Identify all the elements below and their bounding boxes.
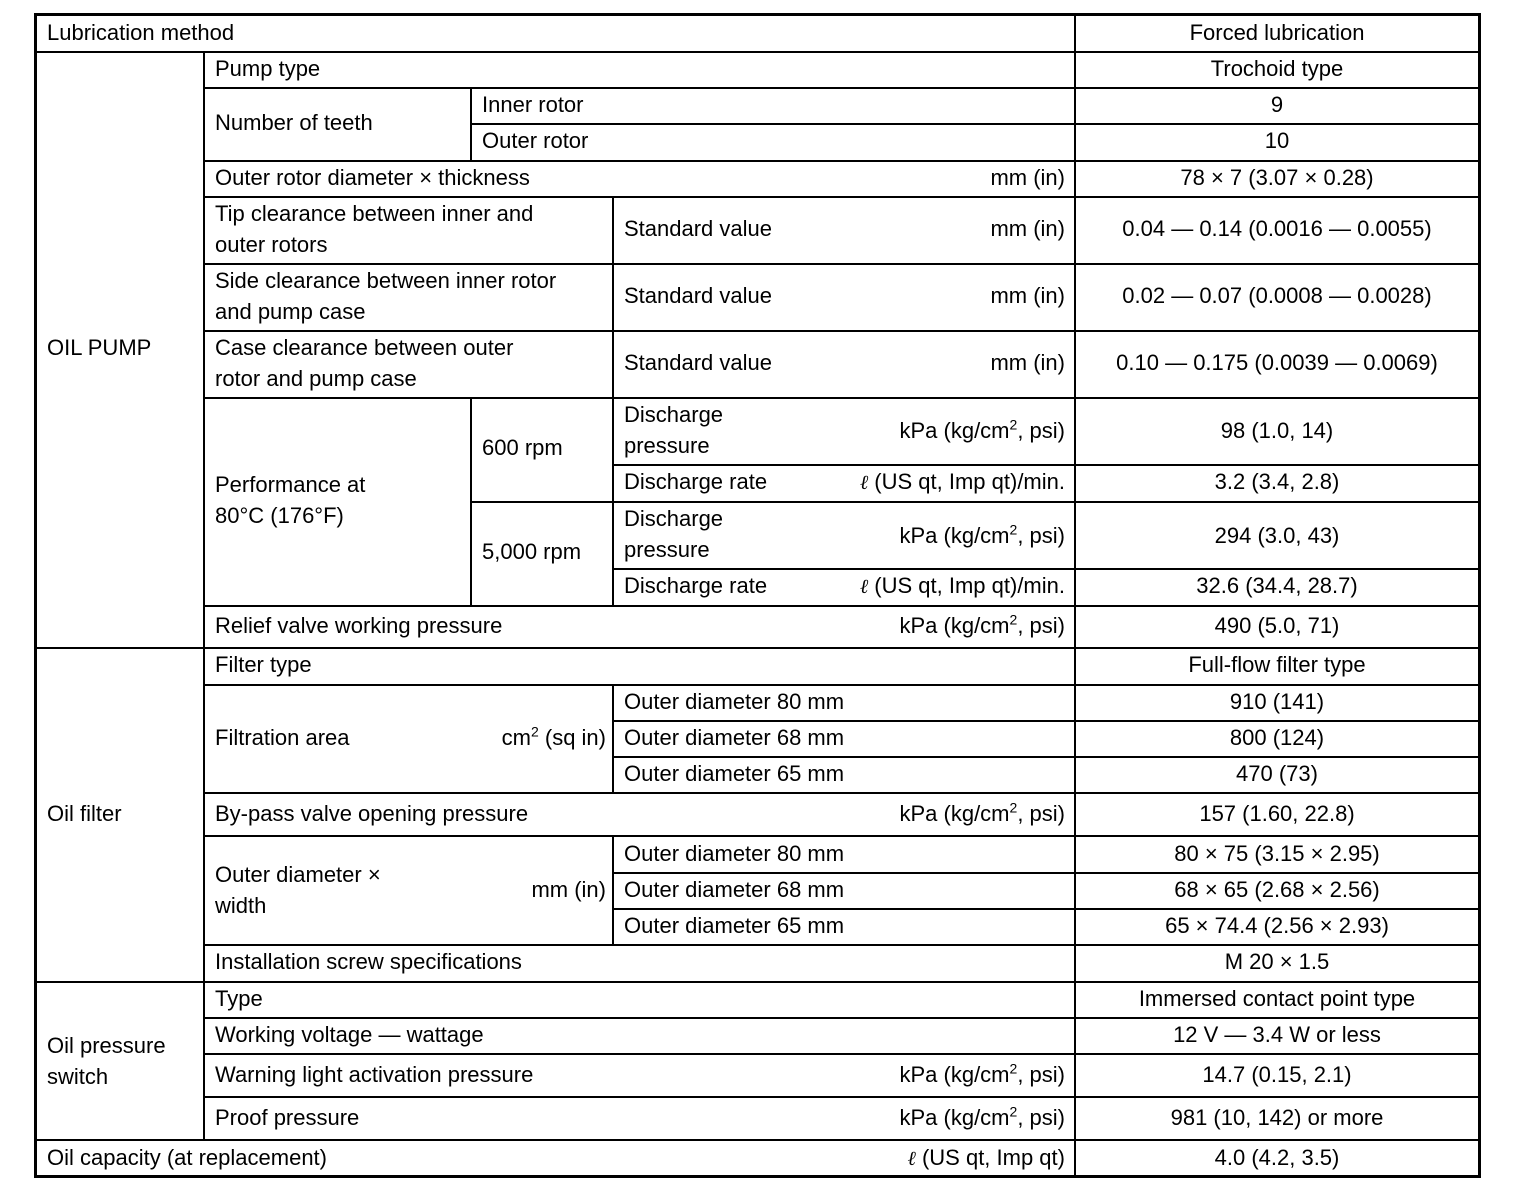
standard-value-label: Standard value [624, 216, 772, 241]
oil-pressure-switch-label: Oil pressure switch [47, 1033, 166, 1089]
discharge-rate-600-value: 3.2 (3.4, 2.8) [1214, 469, 1340, 494]
dimension-row-value: 68 × 65 (2.68 × 2.56) [1174, 877, 1380, 902]
standard-value-label: Standard value [624, 283, 772, 308]
standard-value-label: Standard value [624, 350, 772, 375]
inner-rotor-value: 9 [1270, 92, 1284, 117]
warning-light-value: 14.7 (0.15, 2.1) [1202, 1062, 1352, 1087]
side-clearance-label: Side clearance between inner rotor and pump case [215, 268, 557, 324]
liter-icon: ℓ [859, 470, 869, 494]
unit-label: mm (in) [990, 283, 1065, 308]
relief-valve-label: Relief valve working pressure [215, 613, 503, 638]
discharge-pressure-label: Discharge pressure [624, 506, 724, 562]
screw-spec-value: M 20 × 1.5 [1224, 949, 1330, 974]
pressure-unit-label: kPa ($kg/cm^2$, psi) [899, 521, 1065, 548]
inner-rotor-label: Inner rotor [482, 92, 584, 117]
oil-filter-label: Oil filter [47, 801, 122, 826]
case-clearance-label: Case clearance between outer rotor and pump case [215, 335, 514, 391]
rule [205, 1053, 1478, 1055]
switch-type-value: Immersed contact point type [1138, 986, 1416, 1011]
unit-label: mm (in) [990, 216, 1065, 241]
unit-label: mm (in) [990, 350, 1065, 375]
performance-label: Performance at 80°C (176°F) [215, 472, 366, 528]
outer-diameter-width-label: Outer diameter × width [215, 862, 381, 918]
side-clearance-value: 0.02 — 0.07 (0.0008 — 0.0028) [1122, 283, 1432, 308]
number-of-teeth-label: Number of teeth [215, 110, 373, 135]
discharge-rate-label: Discharge rate [624, 573, 768, 598]
rule [37, 1139, 1478, 1141]
proof-pressure-value: 981 (10, 142) or more [1170, 1105, 1384, 1130]
oil-pump-label: OIL PUMP [47, 335, 152, 360]
dimension-row-value: 80 × 75 (3.15 × 2.95) [1174, 841, 1380, 866]
warning-light-label: Warning light activation pressure [215, 1062, 534, 1087]
discharge-pressure-label: Discharge pressure [624, 402, 724, 458]
dimension-row-value: 65 × 74.4 (2.56 × 2.93) [1165, 913, 1389, 938]
proof-pressure-label: Proof pressure [215, 1105, 360, 1130]
filtration-row-label: Outer diameter 68 mm [624, 725, 845, 750]
pump-type-label: Pump type [215, 56, 321, 81]
pressure-unit-label: kPa ($kg/cm^2$, psi) [899, 1103, 1065, 1130]
lubrication-method-value: Forced lubrication [1189, 20, 1365, 45]
working-voltage-label: Working voltage — wattage [215, 1022, 484, 1047]
switch-type-label: Type [215, 986, 263, 1011]
pressure-unit-label: kPa ($kg/cm^2$, psi) [899, 416, 1065, 443]
liter-icon: ℓ [907, 1146, 916, 1170]
rpm-5000-label: 5,000 rpm [482, 539, 582, 564]
rpm-600-label: 600 rpm [482, 435, 563, 460]
pressure-unit-label: kPa ($kg/cm^2$, psi) [899, 799, 1065, 826]
capacity-unit-label: ℓ (US qt, Imp qt) [907, 1145, 1065, 1170]
unit-label: mm (in) [531, 877, 606, 902]
pressure-unit-label: kPa ($kg/cm^2$, psi) [899, 1060, 1065, 1087]
screw-spec-label: Installation screw specifications [215, 949, 522, 974]
lubrication-method-label: Lubrication method [47, 20, 235, 45]
discharge-pressure-600-value: 98 (1.0, 14) [1220, 418, 1334, 443]
unit-label: mm (in) [990, 165, 1065, 190]
discharge-rate-label: Discharge rate [624, 469, 768, 494]
dimension-row-label: Outer diameter 68 mm [624, 877, 845, 902]
filtration-row-value: 800 (124) [1229, 725, 1325, 750]
filtration-row-value: 470 (73) [1236, 761, 1318, 786]
outer-rotor-value: 10 [1264, 128, 1290, 153]
dimension-row-label: Outer diameter 80 mm [624, 841, 845, 866]
pump-type-value: Trochoid type [1210, 56, 1344, 81]
rule [205, 397, 1478, 399]
liter-icon: ℓ [859, 574, 869, 598]
dimension-row-label: Outer diameter 65 mm [624, 913, 845, 938]
outer-rotor-dimension-value: 78 × 7 (3.07 × 0.28) [1180, 165, 1374, 190]
relief-valve-value: 490 (5.0, 71) [1214, 613, 1340, 638]
filtration-row-value: 910 (141) [1229, 689, 1325, 714]
rate-unit-label: ℓ (US qt, Imp qt)/min. [859, 573, 1065, 598]
discharge-rate-5000-value: 32.6 (34.4, 28.7) [1196, 573, 1358, 598]
rule [205, 1096, 1478, 1098]
tip-clearance-label: Tip clearance between inner and outer rotors [215, 201, 534, 257]
pressure-unit-label: kPa ($kg/cm^2$, psi) [899, 611, 1065, 638]
rule [470, 397, 472, 605]
bypass-valve-value: 157 (1.60, 22.8) [1199, 801, 1355, 826]
filtration-row-label: Outer diameter 80 mm [624, 689, 845, 714]
outer-rotor-label: Outer rotor [482, 128, 589, 153]
spec-table [34, 13, 1481, 1178]
filtration-row-label: Outer diameter 65 mm [624, 761, 845, 786]
working-voltage-value: 12 V — 3.4 W or less [1173, 1022, 1381, 1047]
case-clearance-value: 0.10 — 0.175 (0.0039 — 0.0069) [1116, 350, 1438, 375]
bypass-valve-label: By-pass valve opening pressure [215, 801, 529, 826]
oil-capacity-label: Oil capacity (at replacement) [47, 1145, 327, 1170]
filter-type-label: Filter type [215, 652, 312, 677]
area-unit-label: $cm^2$ (sq in) [501, 723, 606, 750]
filter-type-value: Full-flow filter type [1188, 652, 1366, 677]
discharge-pressure-5000-value: 294 (3.0, 43) [1214, 523, 1340, 548]
rate-unit-label: ℓ (US qt, Imp qt)/min. [859, 469, 1065, 494]
filtration-area-label: Filtration area [215, 725, 350, 750]
outer-rotor-dimension-label: Outer rotor diameter × thickness [215, 165, 530, 190]
rule [205, 605, 1478, 607]
tip-clearance-value: 0.04 — 0.14 (0.0016 — 0.0055) [1122, 216, 1432, 241]
rule [205, 792, 1478, 794]
rule [205, 835, 1478, 837]
oil-capacity-value: 4.0 (4.2, 3.5) [1214, 1145, 1340, 1170]
